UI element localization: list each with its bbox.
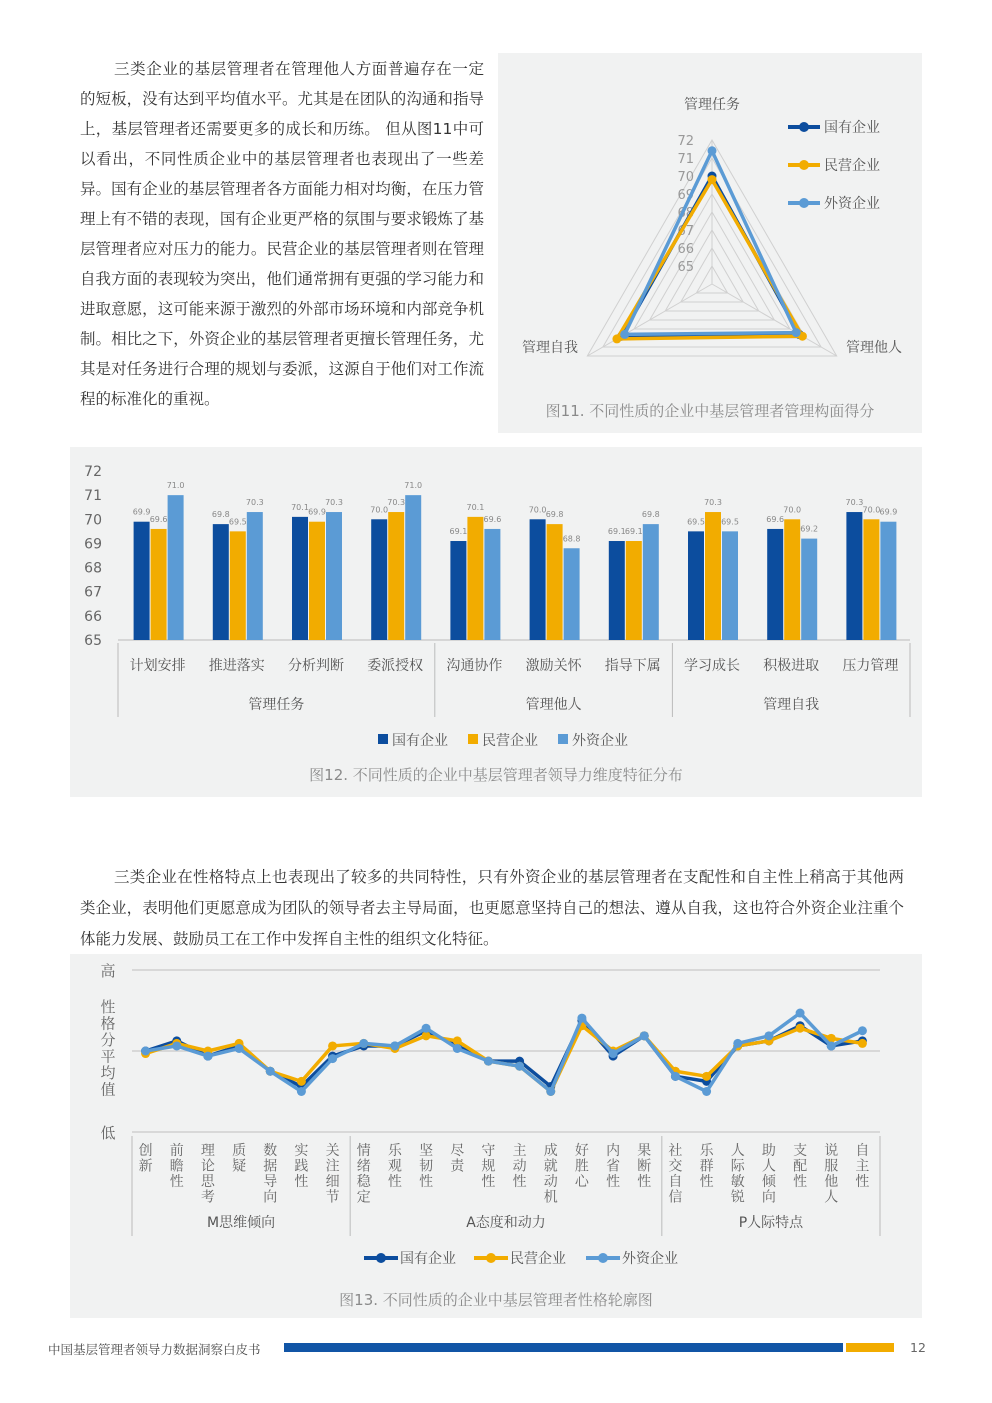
bar (801, 539, 817, 640)
bar (292, 517, 308, 640)
bar (230, 531, 246, 640)
bar (247, 512, 263, 640)
bar (688, 531, 704, 640)
bar-category-label: 沟通协作 (446, 658, 503, 674)
line-point (546, 1087, 555, 1096)
bar-value-label: 71.0 (404, 481, 423, 491)
radar-tick-label: 71 (677, 152, 694, 167)
bar-value-label: 69.9 (132, 507, 151, 517)
line-point (577, 1014, 586, 1023)
bar-value-label: 70.3 (387, 498, 406, 508)
bar-value-label: 69.6 (483, 514, 502, 524)
bar-y-tick: 65 (84, 633, 102, 649)
bar-value-label: 69.8 (641, 510, 660, 520)
line-point (796, 1009, 805, 1018)
bar-category-label: 激励关怀 (525, 658, 582, 674)
line-point (141, 1047, 150, 1056)
bar-group-label: 管理自我 (763, 697, 820, 713)
line-category-label: 乐群性 (699, 1143, 714, 1190)
bar-category-label: 指导下属 (604, 658, 661, 674)
bar (405, 495, 421, 640)
bar-value-label: 70.0 (370, 505, 389, 515)
bar-legend-swatch (558, 734, 568, 744)
line-point (328, 1041, 337, 1050)
bar-value-label: 69.8 (545, 510, 564, 520)
bar-value-label: 70.0 (528, 505, 547, 515)
bar-value-label: 69.5 (721, 517, 739, 527)
bar-legend-swatch (378, 734, 388, 744)
bar-value-label: 69.1 (624, 527, 643, 537)
line-category-label: 说服他人 (824, 1143, 839, 1206)
bar (846, 512, 862, 640)
bar-value-label: 70.3 (845, 498, 864, 508)
bar (547, 524, 563, 640)
bar-value-label: 69.2 (800, 524, 819, 534)
line-point (235, 1044, 244, 1053)
paragraph-personality: 三类企业在性格特点上也表现出了较多的共同特性，只有外资企业的基层管理者在支配性和自主性上稍高于其他两类企业，表明他们更愿意成为团队的领导者去主导局面，也更愿意坚持自己的想法、遵从自我，这也符合外资企业注重个体能力发展、鼓励员工在工作中发挥自主性的组织文化特征。 (80, 868, 904, 948)
line-category-label: 果断性 (637, 1143, 652, 1190)
line-group-label: M思维倾向 (207, 1215, 276, 1231)
bar (450, 541, 466, 640)
bar-group-label: 管理任务 (248, 697, 305, 713)
bar-y-tick: 72 (84, 464, 102, 480)
line-group-label: A态度和动力 (466, 1215, 546, 1231)
figure13-panel (70, 954, 922, 1318)
line-point (827, 1041, 836, 1050)
bar-group-label: 管理他人 (525, 697, 582, 713)
line-legend-marker (486, 1253, 496, 1263)
bar-value-label: 69.1 (449, 527, 468, 537)
figure12-panel (70, 447, 922, 797)
line-point (609, 1049, 618, 1058)
bar (564, 548, 580, 640)
bar-category-label: 计划安排 (129, 658, 186, 674)
bar (309, 522, 325, 640)
line-category-label: 关注细节 (325, 1143, 340, 1206)
line-category-label: 实践性 (294, 1143, 309, 1190)
bar-value-label: 70.3 (704, 498, 722, 508)
line-category-label: 守规性 (481, 1143, 496, 1190)
bar (643, 524, 659, 640)
line-category-label: 内省性 (606, 1143, 621, 1190)
bar (168, 495, 184, 640)
line-category-label: 数据导向 (263, 1143, 278, 1206)
bar-value-label: 69.9 (879, 507, 898, 517)
radar-legend-marker (799, 122, 809, 132)
line-point (172, 1041, 181, 1050)
radar-tick-label: 68 (677, 206, 694, 221)
bar-y-tick: 68 (84, 560, 102, 577)
line-point (203, 1052, 212, 1061)
line-category-label: 支配性 (793, 1143, 808, 1190)
bar-legend-label: 民营企业 (482, 733, 538, 749)
line-point (328, 1054, 337, 1063)
radar-chart (498, 53, 922, 433)
line-series (146, 1013, 863, 1091)
bar-value-label: 69.9 (308, 507, 326, 517)
bar (609, 541, 625, 640)
line-category-label: 成就动机 (543, 1143, 558, 1206)
page-number: 12 (910, 1340, 926, 1355)
radar-tick-label: 65 (677, 260, 694, 275)
line-category-label: 自主性 (855, 1143, 870, 1190)
radar-point (792, 328, 801, 337)
bar-legend-label: 国有企业 (392, 733, 448, 749)
radar-legend-label: 国有企业 (824, 120, 880, 136)
line-legend-label: 外资企业 (622, 1251, 678, 1267)
line-point (733, 1039, 742, 1048)
line-point (796, 1024, 805, 1033)
figure11-caption: 图11. 不同性质的企业中基层管理者管理构面得分 (545, 402, 875, 420)
line-point (266, 1067, 275, 1076)
bar-category-label: 压力管理 (842, 658, 899, 674)
bar-value-label: 70.1 (291, 502, 309, 512)
bar-y-tick: 70 (84, 512, 102, 529)
bar (767, 529, 783, 640)
line-category-label: 人际敏锐 (730, 1143, 745, 1206)
figure11-panel (498, 53, 922, 433)
line-point (640, 1031, 649, 1040)
figure12-caption: 图12. 不同性质的企业中基层管理者领导力维度特征分布 (309, 766, 683, 784)
bar (784, 519, 800, 640)
line-point (297, 1077, 306, 1086)
line-point (297, 1087, 306, 1096)
bar-value-label: 68.8 (562, 534, 581, 544)
line-y-low-label: 低 (100, 1124, 116, 1142)
radar-axis-label: 管理任务 (684, 97, 740, 113)
line-category-label: 创新 (138, 1143, 153, 1175)
line-point (702, 1087, 711, 1096)
radar-point (708, 146, 717, 155)
bar-value-label: 70.0 (862, 505, 881, 515)
radar-series-line (617, 180, 803, 339)
line-point (671, 1072, 680, 1081)
line-category-label: 理论思考 (200, 1143, 215, 1206)
bar-y-tick: 71 (84, 488, 102, 505)
line-point (422, 1024, 431, 1033)
bar-category-label: 学习成长 (684, 658, 740, 674)
bar (151, 529, 167, 640)
line-category-label: 尽责 (450, 1143, 465, 1175)
line-category-label: 坚韧性 (419, 1143, 434, 1190)
line-legend-label: 民营企业 (510, 1251, 566, 1267)
radar-legend-label: 民营企业 (824, 158, 880, 174)
radar-point (612, 334, 621, 343)
bar (530, 519, 546, 640)
radar-legend-marker (799, 160, 809, 170)
bar-value-label: 70.3 (245, 498, 264, 508)
bar-y-tick: 67 (84, 584, 102, 601)
bar-value-label: 71.0 (166, 481, 185, 491)
bar (880, 522, 896, 640)
radar-tick-label: 72 (677, 134, 694, 149)
bar-value-label: 70.0 (783, 505, 802, 515)
paragraph-management-dimensions: 三类企业的基层管理者在管理他人方面普遍存在一定的短板，没有达到平均值水平。尤其是在团队的沟通和指导上，基层管理者还需要更多的成长和历练。 但从图11中可以看出，不同性质企业中的基层管理者也表现出了一些差异。国有企业的基层管理者各方面能力相对均衡，在压力管理上有不错的表现，国有企业更严格的氛围与要求锻炼了基层管理者应对压力的能力。民营企业的基层管理者则在管理自我方面的表现较为突出，他们通常拥有更强的学习能力和进取意愿，这可能来源于激烈的外部市场环境和内部竞争机制。相比之下，外资企业的基层管理者更擅长管理任务，尤其是对任务进行合理的规划与委派，这源自于他们对工作流程的标准化的重视。 (80, 60, 484, 408)
radar-legend-label: 外资企业 (824, 196, 880, 212)
bar (388, 512, 404, 640)
bar-value-label: 69.6 (149, 514, 168, 524)
bar (213, 524, 229, 640)
bar-category-label: 推进落实 (208, 658, 265, 674)
bar (371, 519, 387, 640)
line-category-label: 好胜心 (574, 1143, 589, 1190)
bar-value-label: 70.1 (466, 502, 485, 512)
bar-category-label: 分析判断 (288, 658, 344, 674)
line-group-label: P人际特点 (738, 1215, 804, 1231)
line-point (764, 1031, 773, 1040)
radar-axis-label: 管理自我 (522, 340, 578, 356)
bar (626, 541, 642, 640)
line-category-label: 质疑 (232, 1143, 247, 1175)
bar-y-tick: 69 (84, 536, 102, 553)
line-series (146, 1021, 863, 1087)
radar-tick-label: 67 (677, 224, 694, 239)
figure13-caption: 图13. 不同性质的企业中基层管理者性格轮廓图 (339, 1291, 653, 1309)
line-point (702, 1072, 711, 1081)
bar (484, 529, 500, 640)
line-category-label: 社交自信 (668, 1143, 683, 1206)
line-category-label: 主动性 (512, 1143, 527, 1190)
line-legend-label: 国有企业 (400, 1251, 456, 1267)
bar-category-label: 委派授权 (367, 658, 424, 674)
line-y-mid-label: 性格分平均值 (100, 998, 116, 1099)
line-y-high-label: 高 (100, 962, 116, 980)
bar-value-label: 69.1 (607, 527, 626, 537)
line-point (390, 1041, 399, 1050)
bar-chart (70, 447, 922, 797)
bar (467, 517, 483, 640)
bar (863, 519, 879, 640)
radar-point (620, 330, 629, 339)
line-category-label: 前瞻性 (169, 1143, 184, 1190)
bar-y-tick: 66 (84, 608, 102, 625)
bar-value-label: 69.8 (211, 510, 230, 520)
radar-legend-marker (799, 198, 809, 208)
bar-value-label: 70.3 (325, 498, 343, 508)
footer-bar-gold (846, 1343, 894, 1352)
radar-tick-label: 70 (677, 170, 694, 185)
line-legend-marker (376, 1253, 386, 1263)
radar-tick-label: 69 (677, 188, 694, 203)
bar (326, 512, 342, 640)
line-point (453, 1044, 462, 1053)
bar-category-label: 积极进取 (763, 658, 820, 674)
line-legend-marker (598, 1253, 608, 1263)
bar (134, 522, 150, 640)
line-point (858, 1039, 867, 1048)
line-point (858, 1026, 867, 1035)
radar-tick-label: 66 (677, 242, 694, 257)
bar-value-label: 69.6 (766, 514, 785, 524)
line-point (484, 1057, 493, 1066)
line-category-label: 情绪稳定 (356, 1143, 371, 1206)
radar-series-line (622, 176, 800, 336)
bar-legend-swatch (468, 734, 478, 744)
radar-point (708, 175, 717, 184)
line-category-label: 助人倾向 (761, 1143, 776, 1206)
bar (722, 531, 738, 640)
line-point (359, 1039, 368, 1048)
bar-value-label: 69.5 (687, 517, 705, 527)
bar-legend-label: 外资企业 (572, 733, 628, 749)
bar (705, 512, 721, 640)
radar-axis-label: 管理他人 (846, 340, 902, 356)
line-point (515, 1062, 524, 1071)
footer-bar-blue (284, 1343, 843, 1352)
bar-value-label: 69.5 (228, 517, 247, 527)
line-chart (70, 954, 922, 1318)
line-category-label: 乐观性 (387, 1143, 402, 1190)
footer-title: 中国基层管理者领导力数据洞察白皮书 (48, 1342, 261, 1357)
